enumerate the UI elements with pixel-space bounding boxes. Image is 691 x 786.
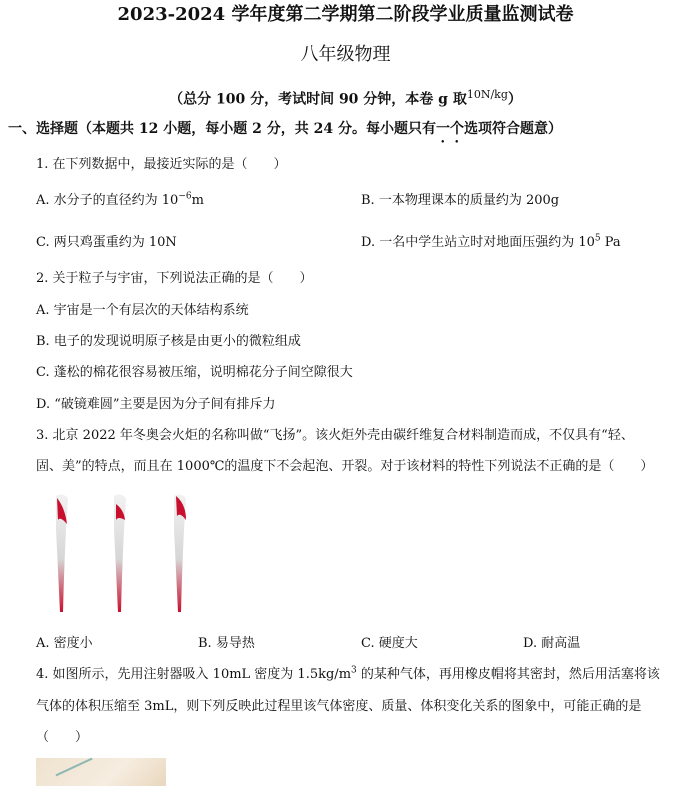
info-prefix: （总分 100 分，考试时间 90 分钟，本卷 g 取 xyxy=(169,91,467,108)
q3-stem-line1: 3. 北京 2022 年冬奥会火炬的名称叫做“飞扬”。该火炬外壳由碳纤维复合材料制造而成，不仅具有“轻、 xyxy=(36,428,634,443)
exam-subject: 八年级物理 xyxy=(300,44,391,65)
q1-a-text: A. 水分子的直径约为 10 xyxy=(36,193,179,208)
syringe-photo xyxy=(36,758,166,786)
exam-title: 2023-2024 学年度第二学期第二阶段学业质量监测试卷 xyxy=(117,4,574,25)
q2-stem: 2. 关于粒子与宇宙，下列说法正确的是（ ） xyxy=(36,271,313,286)
q3-option-a: A. 密度小 xyxy=(36,636,93,651)
section-emphasis: 一个 xyxy=(435,121,464,137)
q1-stem: 1. 在下列数据中，最接近实际的是（ ） xyxy=(36,157,287,172)
q3-option-b: B. 易导热 xyxy=(198,636,255,651)
q2-option-c: C. 蓬松的棉花很容易被压缩，说明棉花分子间空隙很大 xyxy=(36,365,353,380)
q4-line1-prefix: 4. 如图所示，先用注射器吸入 10mL 密度为 1.5kg/m xyxy=(36,667,352,682)
q1-d-text: D. 一名中学生站立时对地面压强约为 10 xyxy=(361,235,595,250)
q3-stem-line2: 固、美”的特点，而且在 1000℃的温度下不会起泡、开裂。对于该材料的特性下列说法不正确的是（ ） xyxy=(36,459,654,474)
q1-option-c: C. 两只鸡蛋重约为 10N xyxy=(36,235,177,250)
exam-info xyxy=(0,88,691,109)
q4-stem-line3: （ ） xyxy=(36,730,89,745)
torch-2 xyxy=(114,494,126,612)
q3-option-c: C. 硬度大 xyxy=(361,636,418,651)
syringe-needle xyxy=(55,758,92,777)
q1-option-d xyxy=(361,231,621,250)
torch-1 xyxy=(56,494,68,612)
q4-line1-exp: 3 xyxy=(351,665,357,676)
q4-stem-line1 xyxy=(36,663,660,682)
q2-option-b: B. 电子的发现说明原子核是由更小的微粒组成 xyxy=(36,334,301,349)
q1-option-b: B. 一本物理课本的质量约为 200g xyxy=(361,193,560,208)
section-suffix: 选项符合题意） xyxy=(463,121,562,137)
q1-a-exp: −6 xyxy=(178,191,192,202)
q1-option-a xyxy=(36,189,204,208)
q4-line1-suffix: 的某种气体，再用橡皮帽将其密封，然后用活塞将该 xyxy=(356,667,660,682)
q4-stem-line2: 气体的体积压缩至 3mL，则下列反映此过程里该气体密度、质量、体积变化关系的图象中，可能正确的是 xyxy=(36,699,642,714)
info-g-value: 10N/kg xyxy=(466,88,508,101)
q1-d-exp: 5 xyxy=(594,233,601,244)
q1-d-unit: Pa xyxy=(600,235,621,250)
section-prefix: 一、选择题（本题共 12 小题，每小题 2 分，共 24 分。每小题只有 xyxy=(8,121,436,137)
q2-option-a: A. 宇宙是一个有层次的天体结构系统 xyxy=(36,303,249,318)
olympic-torch-icon xyxy=(40,490,200,615)
info-suffix: ） xyxy=(507,91,522,108)
q2-option-d: D. “破镜难圆”主要是因为分子间有排斥力 xyxy=(36,397,276,412)
q3-option-d: D. 耐高温 xyxy=(523,636,581,651)
q1-a-unit: m xyxy=(191,193,204,208)
torch-3 xyxy=(174,494,186,612)
section-heading xyxy=(8,118,562,146)
